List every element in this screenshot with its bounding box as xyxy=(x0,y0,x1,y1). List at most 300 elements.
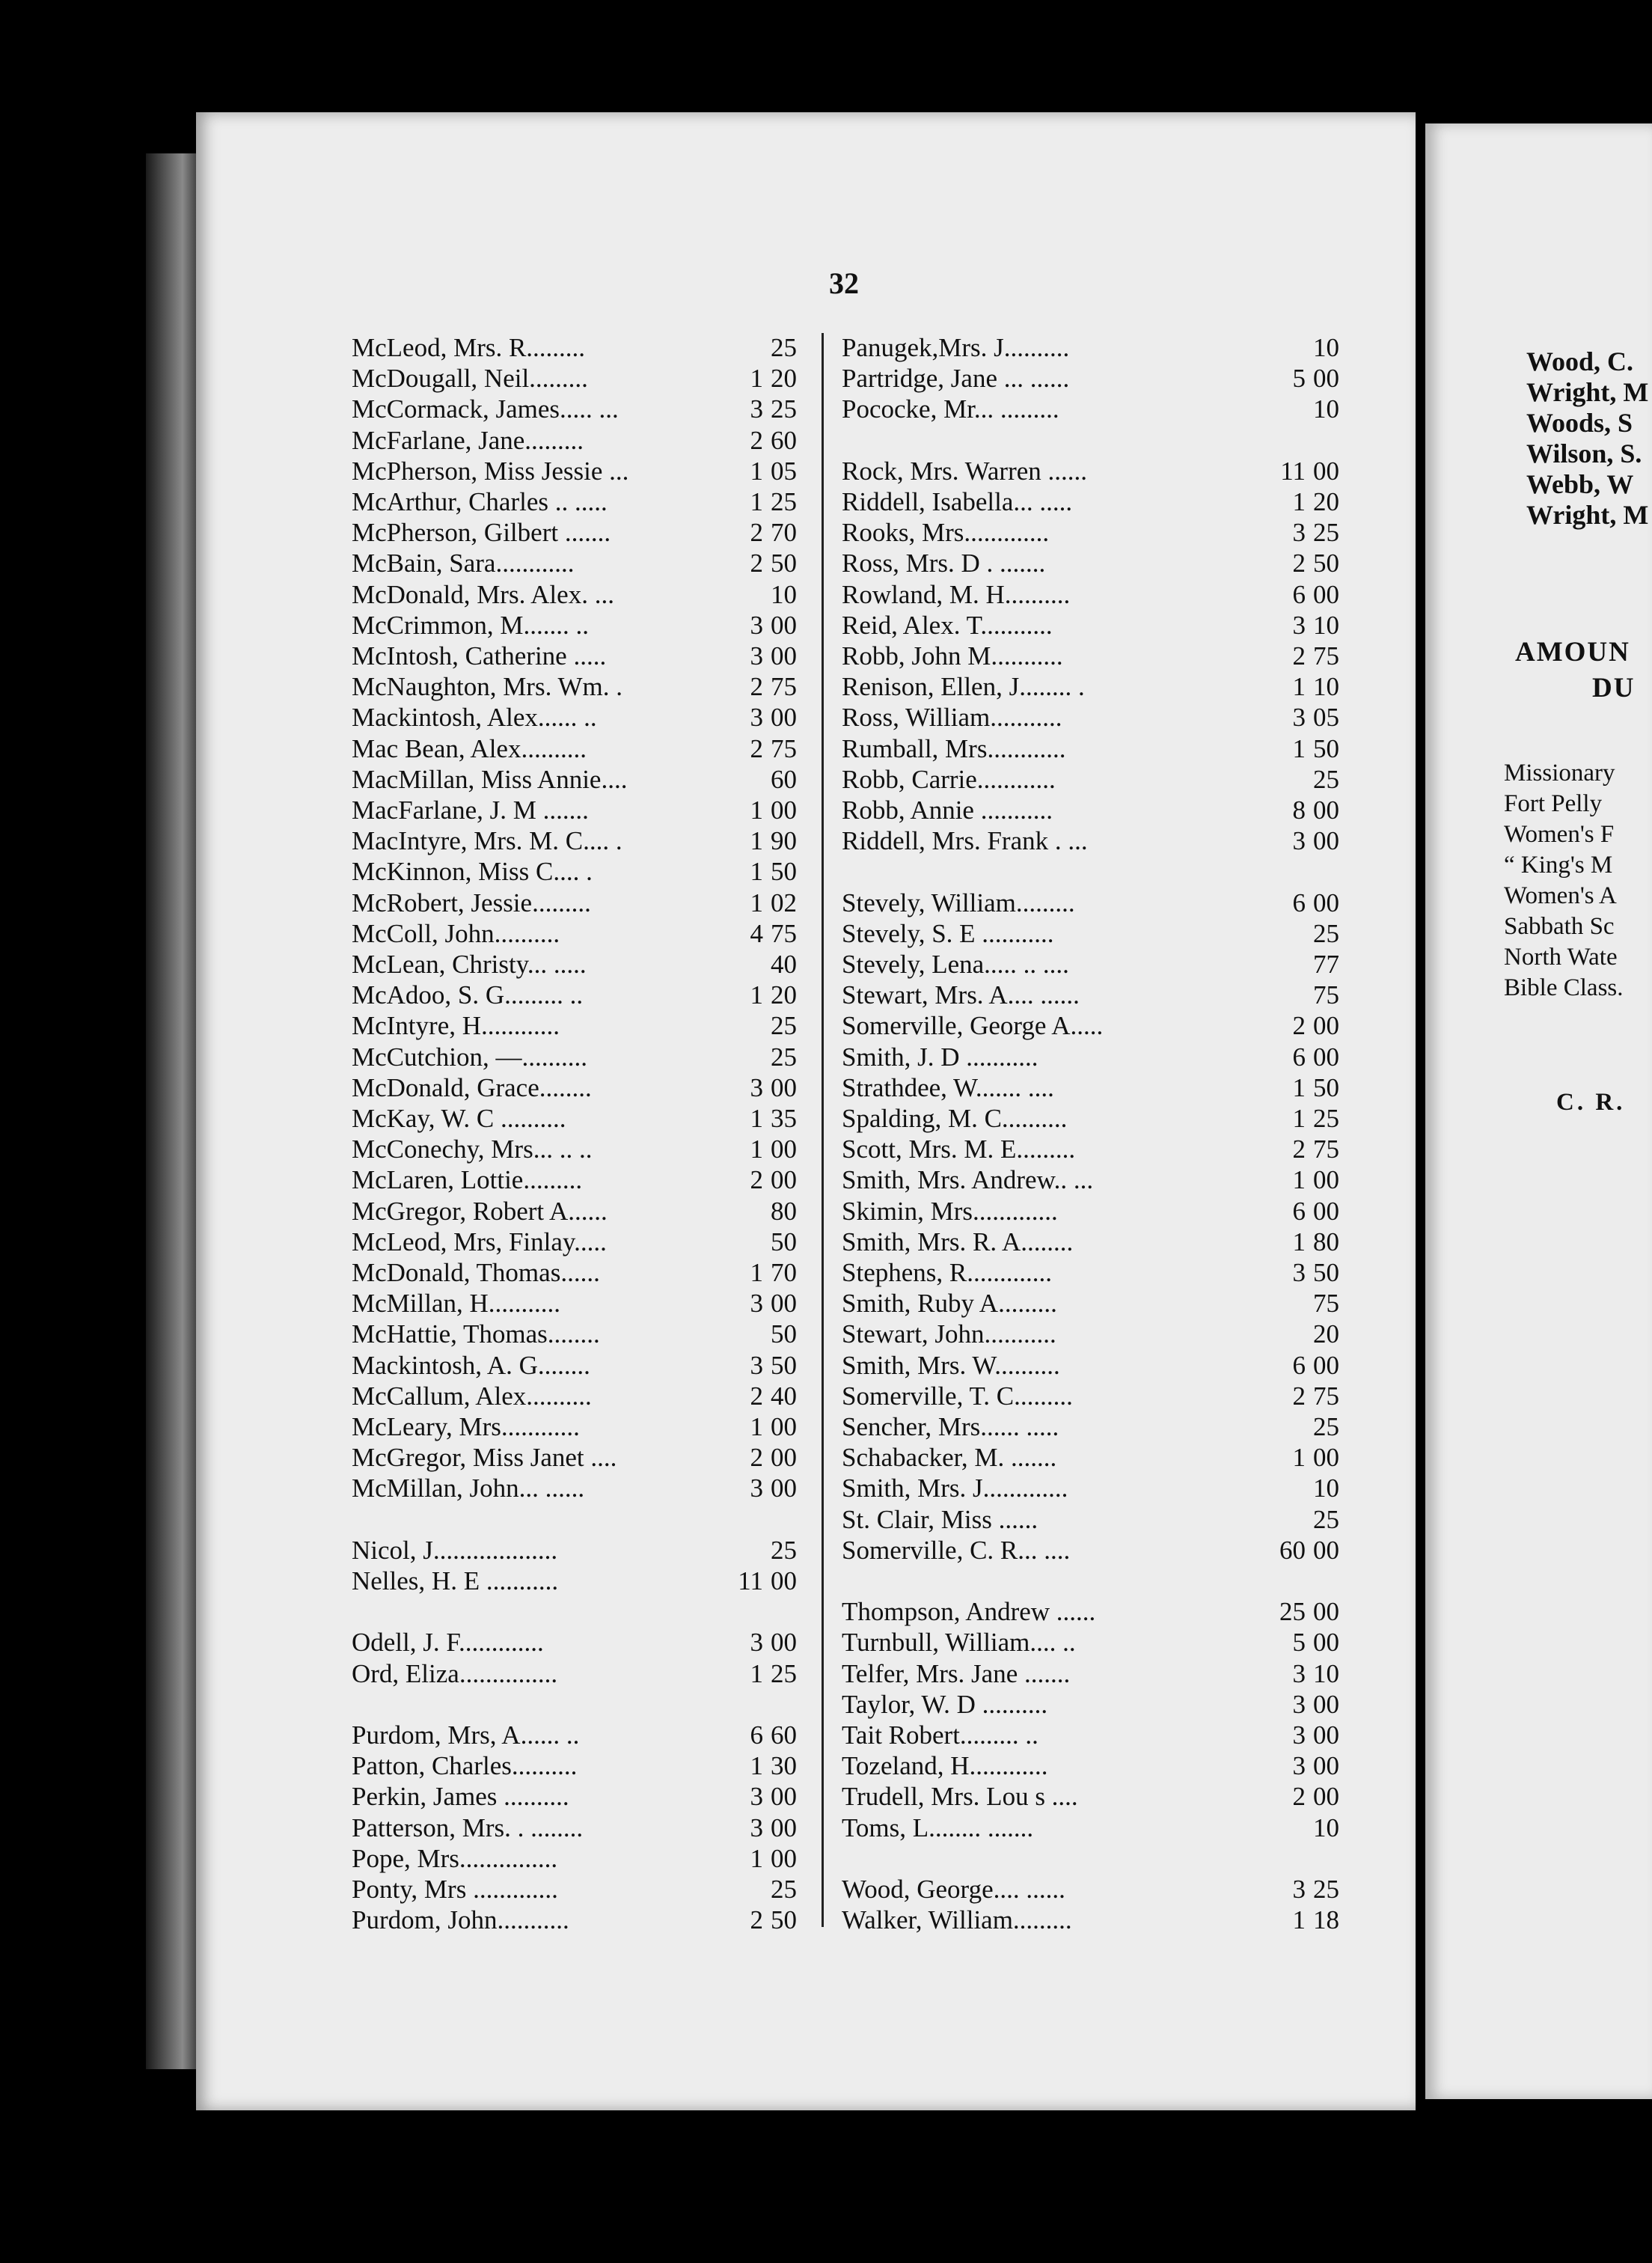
contributor-name: McAdoo, S. G......... .. xyxy=(352,980,584,1010)
contributor-row xyxy=(352,1473,816,1503)
amount-cents: 02 xyxy=(771,888,797,917)
amount-dollars: 2 xyxy=(750,733,763,763)
contributor-name: Strathdee, W....... .... xyxy=(842,1072,1054,1102)
amount-cents: 50 xyxy=(1313,733,1339,763)
contributor-row xyxy=(842,1566,1380,1596)
amount-dollars: 1 xyxy=(750,826,763,856)
contributor-row xyxy=(352,394,816,424)
amount-cents: 75 xyxy=(1313,1289,1339,1319)
contributor-row xyxy=(842,1381,1380,1411)
contributor-name: St. Clair, Miss ...... xyxy=(842,1504,1038,1534)
contributor-name: Turnbull, William.... .. xyxy=(842,1628,1076,1658)
contributor-name: Smith, Mrs. Andrew.. ... xyxy=(842,1165,1094,1195)
amount-dollars: 1 xyxy=(1292,1227,1306,1256)
amount-cents: 00 xyxy=(771,703,797,733)
contributor-name: McMillan, H........... xyxy=(352,1289,561,1319)
facing-footer: C. R. xyxy=(1556,1089,1626,1116)
contributor-row xyxy=(352,611,816,641)
contributor-row xyxy=(352,1844,816,1874)
amount-cents: 00 xyxy=(1313,1751,1339,1781)
contributor-row xyxy=(352,1597,816,1627)
amount-cents: 10 xyxy=(1313,1658,1339,1688)
amount-cents: 25 xyxy=(1313,764,1339,794)
amount-dollars: 11 xyxy=(738,1566,763,1595)
contributor-name: McLeod, Mrs, Finlay..... xyxy=(352,1227,607,1256)
contributor-name: Somerville, T. C......... xyxy=(842,1381,1073,1411)
contributor-name: McHattie, Thomas........ xyxy=(352,1319,600,1349)
amount-dollars: 1 xyxy=(750,1134,763,1164)
amount-cents: 25 xyxy=(771,1875,797,1904)
contributor-name: McIntosh, Catherine ..... xyxy=(352,641,607,671)
contributor-name: Mackintosh, A. G........ xyxy=(352,1350,590,1380)
facing-name: Wood, C. xyxy=(1526,346,1634,376)
amount-cents: 25 xyxy=(771,1042,797,1072)
contributor-name: Robb, Annie ........... xyxy=(842,795,1053,825)
contributor-row xyxy=(842,1258,1380,1288)
amount-cents: 00 xyxy=(1313,1042,1339,1072)
amount-cents: 00 xyxy=(1313,1597,1339,1627)
contributor-row xyxy=(352,1505,816,1535)
amount-dollars: 6 xyxy=(1292,579,1306,609)
contributor-row xyxy=(352,1720,816,1750)
amount-cents: 10 xyxy=(1313,672,1339,702)
amount-cents: 40 xyxy=(771,1381,797,1411)
contributor-name: Tait Robert......... .. xyxy=(842,1720,1038,1750)
amount-cents: 50 xyxy=(771,857,797,887)
amount-dollars: 6 xyxy=(1292,888,1306,917)
contributor-row xyxy=(842,1134,1380,1164)
amount-cents: 70 xyxy=(771,518,797,548)
contributor-name: McCallum, Alex.......... xyxy=(352,1381,592,1411)
contributor-row xyxy=(842,672,1380,702)
amount-dollars: 1 xyxy=(750,1843,763,1873)
contributor-row xyxy=(352,1659,816,1689)
contributor-name: McMillan, John... ...... xyxy=(352,1473,585,1503)
contributor-row xyxy=(352,487,816,517)
contributor-name: Renison, Ellen, J........ . xyxy=(842,672,1085,702)
amount-cents: 25 xyxy=(1313,518,1339,548)
facing-list-item: Sabbath Sc xyxy=(1504,913,1615,940)
facing-list-item: Bible Class. xyxy=(1504,974,1624,1001)
contributor-name: Telfer, Mrs. Jane ....... xyxy=(842,1658,1071,1688)
contributor-row xyxy=(842,487,1380,517)
facing-heading-line2: DU xyxy=(1592,673,1636,703)
contributor-name: Pococke, Mr... ......... xyxy=(842,394,1059,424)
contributor-row xyxy=(352,1875,816,1905)
amount-cents: 30 xyxy=(771,1751,797,1781)
amount-cents: 25 xyxy=(1313,1104,1339,1133)
amount-cents: 40 xyxy=(771,950,797,979)
amount-cents: 05 xyxy=(1313,703,1339,733)
contributor-name: Stevely, William......... xyxy=(842,888,1075,917)
amount-cents: 25 xyxy=(771,394,797,424)
facing-list-item: North Wate xyxy=(1504,944,1618,971)
contributor-name: McIntyre, H............ xyxy=(352,1011,560,1041)
contributor-row xyxy=(352,1011,816,1041)
contributor-name: Mackintosh, Alex...... .. xyxy=(352,703,597,733)
contributor-row xyxy=(352,888,816,918)
contributor-row xyxy=(352,1751,816,1781)
facing-list-item: Women's A xyxy=(1504,882,1617,909)
amount-dollars: 2 xyxy=(1292,549,1306,578)
amount-dollars: 1 xyxy=(750,857,763,887)
amount-cents: 20 xyxy=(771,364,797,394)
amount-cents: 00 xyxy=(771,1812,797,1842)
amount-dollars: 1 xyxy=(750,364,763,394)
amount-cents: 70 xyxy=(771,1258,797,1287)
contributor-row xyxy=(352,1319,816,1349)
contributor-row xyxy=(842,1628,1380,1658)
facing-list-item: “ King's M xyxy=(1504,852,1613,879)
amount-cents: 60 xyxy=(771,425,797,455)
contributor-name: Taylor, W. D .......... xyxy=(842,1689,1048,1719)
amount-cents: 25 xyxy=(1313,1875,1339,1904)
amount-cents: 00 xyxy=(771,1628,797,1658)
amount-dollars: 1 xyxy=(750,980,763,1010)
amount-dollars: 3 xyxy=(1292,1720,1306,1750)
contributor-row xyxy=(352,518,816,548)
amount-dollars: 3 xyxy=(1292,518,1306,548)
contributor-row xyxy=(352,1782,816,1812)
contributor-name: Nicol, J................... xyxy=(352,1535,558,1565)
contributor-row xyxy=(842,333,1380,363)
amount-dollars: 1 xyxy=(750,1658,763,1688)
contributor-row xyxy=(352,765,816,795)
amount-dollars: 1 xyxy=(750,795,763,825)
contributor-name: McGregor, Miss Janet .... xyxy=(352,1443,617,1473)
contributor-row xyxy=(842,1165,1380,1195)
contributor-name: Ross, Mrs. D . ....... xyxy=(842,549,1046,578)
contributor-row xyxy=(352,1134,816,1164)
contributor-row xyxy=(352,1042,816,1072)
contributor-row xyxy=(352,950,816,980)
amount-cents: 00 xyxy=(1313,1443,1339,1473)
contributor-name: Robb, John M........... xyxy=(842,641,1063,671)
contributor-name: McCrimmon, M....... .. xyxy=(352,610,589,640)
amount-cents: 80 xyxy=(1313,1227,1339,1256)
contributor-name: Partridge, Jane ... ...... xyxy=(842,364,1070,394)
contributor-name: Walker, William......... xyxy=(842,1905,1072,1935)
contributor-name: Smith, Mrs. R. A........ xyxy=(842,1227,1074,1256)
contributor-name: McFarlane, Jane......... xyxy=(352,425,584,455)
amount-cents: 20 xyxy=(771,980,797,1010)
contributor-row xyxy=(842,1289,1380,1319)
amount-cents: 00 xyxy=(1313,1165,1339,1195)
contributor-name: Somerville, C. R... .... xyxy=(842,1535,1071,1565)
amount-dollars: 2 xyxy=(750,672,763,702)
amount-cents: 18 xyxy=(1313,1905,1339,1935)
amount-dollars: 2 xyxy=(750,1381,763,1411)
contributor-row xyxy=(352,980,816,1010)
amount-dollars: 3 xyxy=(750,1289,763,1319)
contributor-name: McDonald, Mrs. Alex. ... xyxy=(352,579,614,609)
contributor-row xyxy=(842,1197,1380,1227)
contributor-row xyxy=(842,1751,1380,1781)
amount-dollars: 1 xyxy=(750,1751,763,1781)
amount-dollars: 2 xyxy=(1292,1782,1306,1812)
amount-dollars: 3 xyxy=(750,703,763,733)
amount-cents: 10 xyxy=(1313,610,1339,640)
contributor-row xyxy=(842,611,1380,641)
amount-dollars: 3 xyxy=(1292,1658,1306,1688)
amount-dollars: 2 xyxy=(750,1165,763,1195)
contributor-row xyxy=(352,826,816,856)
amount-dollars: 6 xyxy=(1292,1350,1306,1380)
contributor-name: McCormack, James..... ... xyxy=(352,394,619,424)
amount-dollars: 6 xyxy=(750,1720,763,1750)
contributor-row xyxy=(842,1875,1380,1905)
amount-dollars: 3 xyxy=(1292,1258,1306,1287)
amount-cents: 00 xyxy=(1313,1720,1339,1750)
amount-dollars: 3 xyxy=(750,1473,763,1503)
amount-cents: 75 xyxy=(1313,641,1339,671)
amount-dollars: 1 xyxy=(750,456,763,486)
contributor-row xyxy=(842,950,1380,980)
contributor-row xyxy=(842,641,1380,671)
contributor-row xyxy=(842,1813,1380,1843)
amount-dollars: 1 xyxy=(750,1258,763,1287)
amount-cents: 50 xyxy=(771,1905,797,1935)
amount-cents: 00 xyxy=(771,1473,797,1503)
amount-cents: 00 xyxy=(1313,888,1339,917)
amount-cents: 10 xyxy=(771,579,797,609)
amount-dollars: 2 xyxy=(750,425,763,455)
contributor-row xyxy=(842,734,1380,764)
amount-dollars: 2 xyxy=(750,1443,763,1473)
facing-name: Webb, W xyxy=(1526,469,1634,499)
contributor-row xyxy=(842,1104,1380,1134)
contributor-row xyxy=(842,1473,1380,1503)
contributor-row xyxy=(352,549,816,578)
amount-dollars: 3 xyxy=(750,1072,763,1102)
amount-cents: 00 xyxy=(1313,1011,1339,1041)
amount-cents: 00 xyxy=(771,641,797,671)
contributor-row xyxy=(352,333,816,363)
contributor-row xyxy=(352,1073,816,1103)
amount-dollars: 2 xyxy=(1292,1381,1306,1411)
contributor-row xyxy=(352,795,816,825)
contributor-row xyxy=(842,394,1380,424)
contributor-name: McLean, Christy... ..... xyxy=(352,950,587,979)
contributor-row xyxy=(842,580,1380,610)
contributor-name: Stewart, Mrs. A.... ...... xyxy=(842,980,1080,1010)
contributor-name: MacMillan, Miss Annie.... xyxy=(352,764,628,794)
contributor-name: Patton, Charles.......... xyxy=(352,1751,578,1781)
contributor-name: McNaughton, Mrs. Wm. . xyxy=(352,672,622,702)
amount-cents: 75 xyxy=(1313,980,1339,1010)
contributor-row xyxy=(842,426,1380,456)
contributor-name: Patterson, Mrs. . ........ xyxy=(352,1812,584,1842)
contributor-row xyxy=(842,518,1380,548)
contributor-name: McGregor, Robert A...... xyxy=(352,1196,608,1226)
amount-dollars: 6 xyxy=(1292,1042,1306,1072)
contributor-row xyxy=(352,1905,816,1935)
amount-cents: 20 xyxy=(1313,1319,1339,1349)
amount-cents: 10 xyxy=(1313,1812,1339,1842)
amount-cents: 10 xyxy=(1313,394,1339,424)
contributor-name: Stevely, S. E ........... xyxy=(842,918,1054,948)
contributor-row xyxy=(842,1905,1380,1935)
contributor-name: Purdom, Mrs, A...... .. xyxy=(352,1720,580,1750)
contributor-row xyxy=(842,888,1380,918)
amount-cents: 00 xyxy=(771,795,797,825)
contributor-name: McConechy, Mrs... .. .. xyxy=(352,1134,593,1164)
amount-dollars: 3 xyxy=(1292,1751,1306,1781)
amount-cents: 80 xyxy=(771,1196,797,1226)
amount-dollars: 6 xyxy=(1292,1196,1306,1226)
amount-cents: 00 xyxy=(1313,1535,1339,1565)
amount-cents: 05 xyxy=(771,456,797,486)
contributor-name: Smith, J. D ........... xyxy=(842,1042,1038,1072)
amount-cents: 25 xyxy=(771,333,797,362)
amount-dollars: 2 xyxy=(750,518,763,548)
contributor-row xyxy=(352,1628,816,1658)
amount-cents: 25 xyxy=(771,1535,797,1565)
contributor-row xyxy=(352,1412,816,1442)
contributor-row xyxy=(352,641,816,671)
contributor-row xyxy=(842,364,1380,394)
contributor-row xyxy=(842,1042,1380,1072)
amount-cents: 00 xyxy=(1313,456,1339,486)
contributor-name: Sencher, Mrs...... ..... xyxy=(842,1412,1059,1441)
amount-cents: 00 xyxy=(771,1289,797,1319)
contributor-name: Smith, Mrs. J............. xyxy=(842,1473,1068,1503)
amount-dollars: 1 xyxy=(1292,1072,1306,1102)
contributor-row xyxy=(842,765,1380,795)
contributor-row xyxy=(842,1227,1380,1257)
amount-cents: 10 xyxy=(1313,333,1339,362)
amount-cents: 00 xyxy=(1313,1196,1339,1226)
amount-dollars: 3 xyxy=(750,1628,763,1658)
contributor-name: Scott, Mrs. M. E......... xyxy=(842,1134,1076,1164)
amount-cents: 00 xyxy=(1313,579,1339,609)
contributor-name: McPherson, Miss Jessie ... xyxy=(352,456,629,486)
amount-cents: 00 xyxy=(1313,1350,1339,1380)
facing-list-item: Fort Pelly xyxy=(1504,790,1603,817)
contributor-name: Perkin, James .......... xyxy=(352,1782,569,1812)
contributor-row xyxy=(352,1566,816,1596)
amount-dollars: 2 xyxy=(1292,1011,1306,1041)
book-spine xyxy=(146,153,198,2069)
amount-dollars: 1 xyxy=(750,487,763,516)
amount-cents: 00 xyxy=(1313,1628,1339,1658)
contributor-row xyxy=(842,703,1380,733)
contributor-name: Panugek,Mrs. J.......... xyxy=(842,333,1070,362)
contributor-name: McLeary, Mrs............ xyxy=(352,1412,580,1441)
amount-cents: 35 xyxy=(771,1104,797,1133)
contributor-name: Somerville, George A..... xyxy=(842,1011,1104,1041)
amount-cents: 00 xyxy=(1313,1689,1339,1719)
contributor-name: Pope, Mrs............... xyxy=(352,1843,558,1873)
amount-cents: 25 xyxy=(771,1658,797,1688)
amount-cents: 00 xyxy=(771,1566,797,1595)
amount-cents: 25 xyxy=(771,1011,797,1041)
contributor-row xyxy=(352,857,816,887)
contributor-name: McLeod, Mrs. R......... xyxy=(352,333,586,362)
contributor-name: Spalding, M. C.......... xyxy=(842,1104,1068,1133)
contributor-name: Mac Bean, Alex.......... xyxy=(352,733,587,763)
contributor-name: Smith, Mrs. W.......... xyxy=(842,1350,1060,1380)
amount-dollars: 25 xyxy=(1279,1597,1306,1627)
contributor-name: Skimin, Mrs............. xyxy=(842,1196,1058,1226)
contributor-row xyxy=(842,826,1380,856)
amount-dollars: 3 xyxy=(1292,1875,1306,1904)
amount-dollars: 1 xyxy=(1292,733,1306,763)
amount-dollars: 3 xyxy=(750,394,763,424)
facing-name: Woods, S xyxy=(1526,408,1633,438)
amount-dollars: 1 xyxy=(1292,672,1306,702)
contributor-row xyxy=(842,456,1380,486)
amount-dollars: 1 xyxy=(1292,1165,1306,1195)
amount-dollars: 3 xyxy=(1292,826,1306,856)
amount-cents: 00 xyxy=(771,610,797,640)
amount-cents: 25 xyxy=(1313,1412,1339,1441)
amount-cents: 50 xyxy=(1313,1072,1339,1102)
amount-dollars: 11 xyxy=(1280,456,1306,486)
amount-cents: 50 xyxy=(771,1227,797,1256)
contributor-name: McArthur, Charles .. ..... xyxy=(352,487,608,516)
contributor-name: McDonald, Thomas...... xyxy=(352,1258,600,1287)
contributor-row xyxy=(842,1443,1380,1473)
amount-cents: 25 xyxy=(1313,1504,1339,1534)
contributor-row xyxy=(842,1597,1380,1627)
amount-dollars: 1 xyxy=(1292,1443,1306,1473)
contributor-row xyxy=(842,1720,1380,1750)
page-number: 32 xyxy=(829,266,859,300)
contributor-name: Stephens, R............. xyxy=(842,1258,1052,1287)
amount-cents: 10 xyxy=(1313,1473,1339,1503)
contributor-row xyxy=(842,1011,1380,1041)
contributor-name: Ponty, Mrs ............. xyxy=(352,1875,558,1904)
contributor-name: Ord, Eliza............... xyxy=(352,1658,558,1688)
contributor-row xyxy=(842,1536,1380,1566)
contributor-row xyxy=(842,1782,1380,1812)
contributor-row xyxy=(842,1505,1380,1535)
contributor-name: McDonald, Grace........ xyxy=(352,1072,592,1102)
contributor-row xyxy=(352,1813,816,1843)
amount-dollars: 3 xyxy=(750,641,763,671)
contributor-row xyxy=(352,1197,816,1227)
amount-cents: 60 xyxy=(771,764,797,794)
contributor-name: MacFarlane, J. M ....... xyxy=(352,795,589,825)
amount-cents: 20 xyxy=(1313,487,1339,516)
facing-list-item: Missionary xyxy=(1504,760,1615,787)
contributor-name: Stevely, Lena..... .. .... xyxy=(842,950,1069,979)
amount-dollars: 2 xyxy=(750,1905,763,1935)
amount-cents: 00 xyxy=(1313,1782,1339,1812)
contributor-name: McLaren, Lottie......... xyxy=(352,1165,583,1195)
contributor-row xyxy=(842,1319,1380,1349)
contributor-row xyxy=(352,1443,816,1473)
amount-dollars: 3 xyxy=(1292,1689,1306,1719)
contributor-row xyxy=(842,1412,1380,1442)
contributor-name: Nelles, H. E ........... xyxy=(352,1566,559,1595)
amount-dollars: 3 xyxy=(750,610,763,640)
facing-list-item: Women's F xyxy=(1504,821,1615,848)
amount-cents: 75 xyxy=(771,918,797,948)
amount-dollars: 5 xyxy=(1292,364,1306,394)
amount-cents: 25 xyxy=(1313,918,1339,948)
amount-cents: 00 xyxy=(771,1443,797,1473)
contributor-name: McRobert, Jessie......... xyxy=(352,888,591,917)
contributor-name: Tozeland, H............ xyxy=(842,1751,1048,1781)
amount-cents: 00 xyxy=(771,1072,797,1102)
contributor-name: Riddell, Mrs. Frank . ... xyxy=(842,826,1088,856)
amount-dollars: 8 xyxy=(1292,795,1306,825)
contributor-row xyxy=(352,364,816,394)
contributor-name: McKinnon, Miss C.... . xyxy=(352,857,593,887)
contributor-name: Robb, Carrie............ xyxy=(842,764,1056,794)
